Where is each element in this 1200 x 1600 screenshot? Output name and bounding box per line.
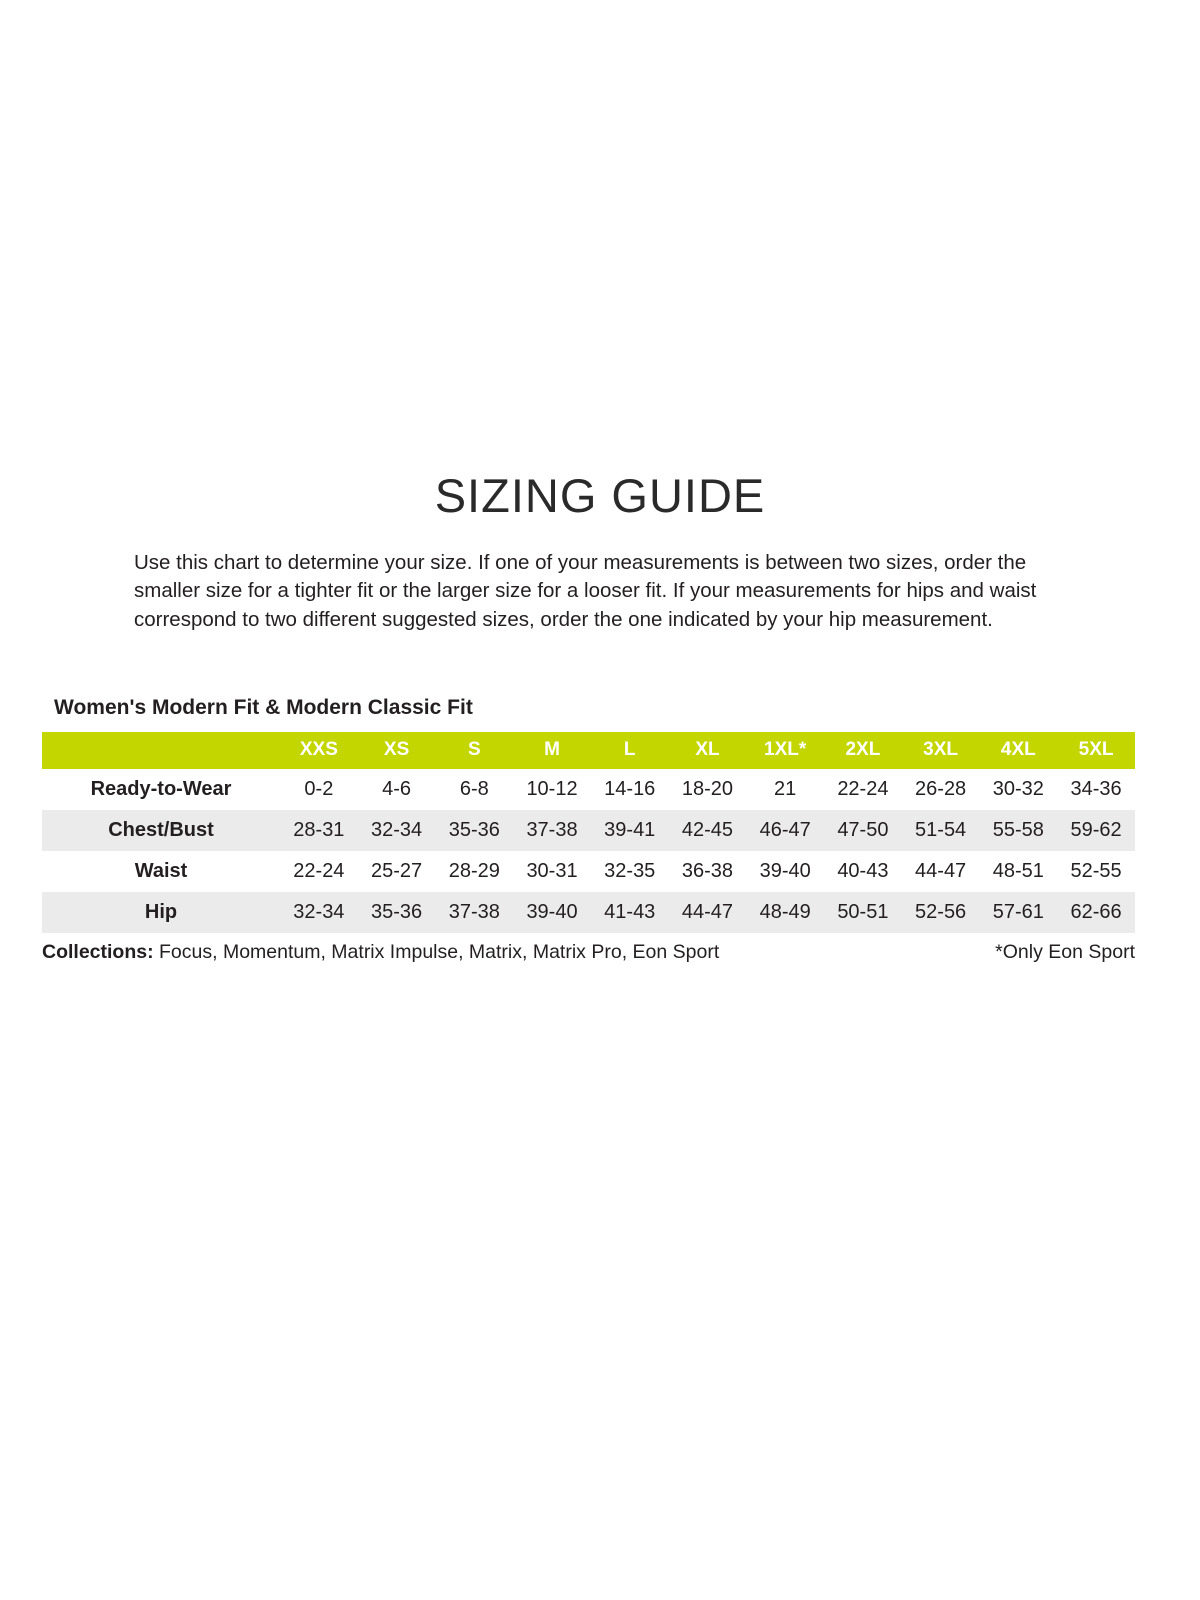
table-row <box>42 810 1135 851</box>
size-value-cell: 18-20 <box>681 777 734 800</box>
size-column-header: S <box>435 732 513 769</box>
size-value-cell: 55-58 <box>992 818 1044 841</box>
size-value-cell: 52-56 <box>915 900 967 923</box>
row-label: Ready-to-Wear <box>90 777 232 800</box>
size-value-cell: 39-40 <box>526 900 578 923</box>
size-value-cell: 46-47 <box>759 818 811 841</box>
size-column-header: 2XL <box>824 732 902 769</box>
size-value-cell: 37-38 <box>448 900 500 923</box>
size-value-cell: 50-51 <box>837 900 889 923</box>
size-value-cell: 39-40 <box>759 859 811 882</box>
size-column-header: XL <box>669 732 747 769</box>
collections-note <box>42 941 719 964</box>
size-column-header: XS <box>358 732 436 769</box>
size-value-cell: 14-16 <box>604 777 656 800</box>
size-value-cell: 57-61 <box>992 900 1044 923</box>
table-row <box>42 769 1135 810</box>
size-value-cell: 51-54 <box>915 818 967 841</box>
intro-paragraph: Use this chart to determine your size. If one of your measurements is between two sizes, order the smaller size for a tighter fit or the larger size for a looser fit. If your measurements for hips and waist correspond to two different suggested sizes, order the one indicated by your hip measurement. <box>134 551 1037 631</box>
size-value-cell: 37-38 <box>526 818 578 841</box>
size-column-header: M <box>513 732 591 769</box>
size-column-header: 1XL* <box>746 732 824 769</box>
size-value-cell: 44-47 <box>681 900 734 923</box>
collections-label: Collections: <box>42 940 154 963</box>
size-value-cell: 22-24 <box>293 859 345 882</box>
size-column-header: 4XL <box>979 732 1057 769</box>
size-value-cell: 25-27 <box>371 859 423 882</box>
size-value-cell: 40-43 <box>837 859 889 882</box>
size-column-header: 5XL <box>1057 732 1135 769</box>
size-value-cell: 0-2 <box>304 777 334 800</box>
size-value-cell: 21 <box>774 777 797 800</box>
size-value-cell: 4-6 <box>382 777 412 800</box>
table-footnotes <box>42 941 1135 964</box>
sizing-table-container <box>42 732 1135 933</box>
size-value-cell: 41-43 <box>604 900 656 923</box>
sizing-table <box>42 732 1135 933</box>
row-label: Hip <box>144 900 178 923</box>
size-value-cell: 39-41 <box>604 818 656 841</box>
size-value-cell: 6-8 <box>459 777 489 800</box>
size-value-cell: 28-29 <box>448 859 500 882</box>
size-value-cell: 26-28 <box>915 777 967 800</box>
size-value-cell: 52-55 <box>1070 859 1122 882</box>
size-value-cell: 10-12 <box>526 777 578 800</box>
collections-list: Focus, Momentum, Matrix Impulse, Matrix, Matrix Pro, Eon Sport <box>153 940 720 963</box>
size-value-cell: 32-35 <box>604 859 656 882</box>
size-value-cell: 34-36 <box>1070 777 1122 800</box>
size-value-cell: 35-36 <box>371 900 423 923</box>
size-value-cell: 47-50 <box>837 818 889 841</box>
size-column-header: XXS <box>280 732 358 769</box>
size-value-cell: 32-34 <box>371 818 423 841</box>
table-row <box>42 892 1135 933</box>
size-value-cell: 42-45 <box>681 818 734 841</box>
size-value-cell: 22-24 <box>837 777 889 800</box>
size-value-cell: 30-31 <box>526 859 578 882</box>
table-header-row <box>42 732 1135 769</box>
size-value-cell: 62-66 <box>1070 900 1122 923</box>
size-value-cell: 30-32 <box>992 777 1044 800</box>
size-value-cell: 28-31 <box>293 818 345 841</box>
table-row <box>42 851 1135 892</box>
row-label: Chest/Bust <box>108 818 214 841</box>
size-value-cell: 48-51 <box>992 859 1044 882</box>
row-label: Waist <box>134 859 188 882</box>
size-value-cell: 36-38 <box>681 859 734 882</box>
size-value-cell: 48-49 <box>759 900 811 923</box>
size-column-header: L <box>591 732 669 769</box>
size-column-header: 3XL <box>902 732 980 769</box>
size-value-cell: 59-62 <box>1070 818 1122 841</box>
size-value-cell: 32-34 <box>293 900 345 923</box>
size-value-cell: 35-36 <box>448 818 500 841</box>
header-corner-cell <box>42 732 280 769</box>
page-title: SIZING GUIDE <box>434 469 766 522</box>
size-value-cell: 44-47 <box>915 859 967 882</box>
footnote-only-eon-sport: *Only Eon Sport <box>995 940 1135 963</box>
section-title: Women's Modern Fit & Modern Classic Fit <box>54 695 473 719</box>
